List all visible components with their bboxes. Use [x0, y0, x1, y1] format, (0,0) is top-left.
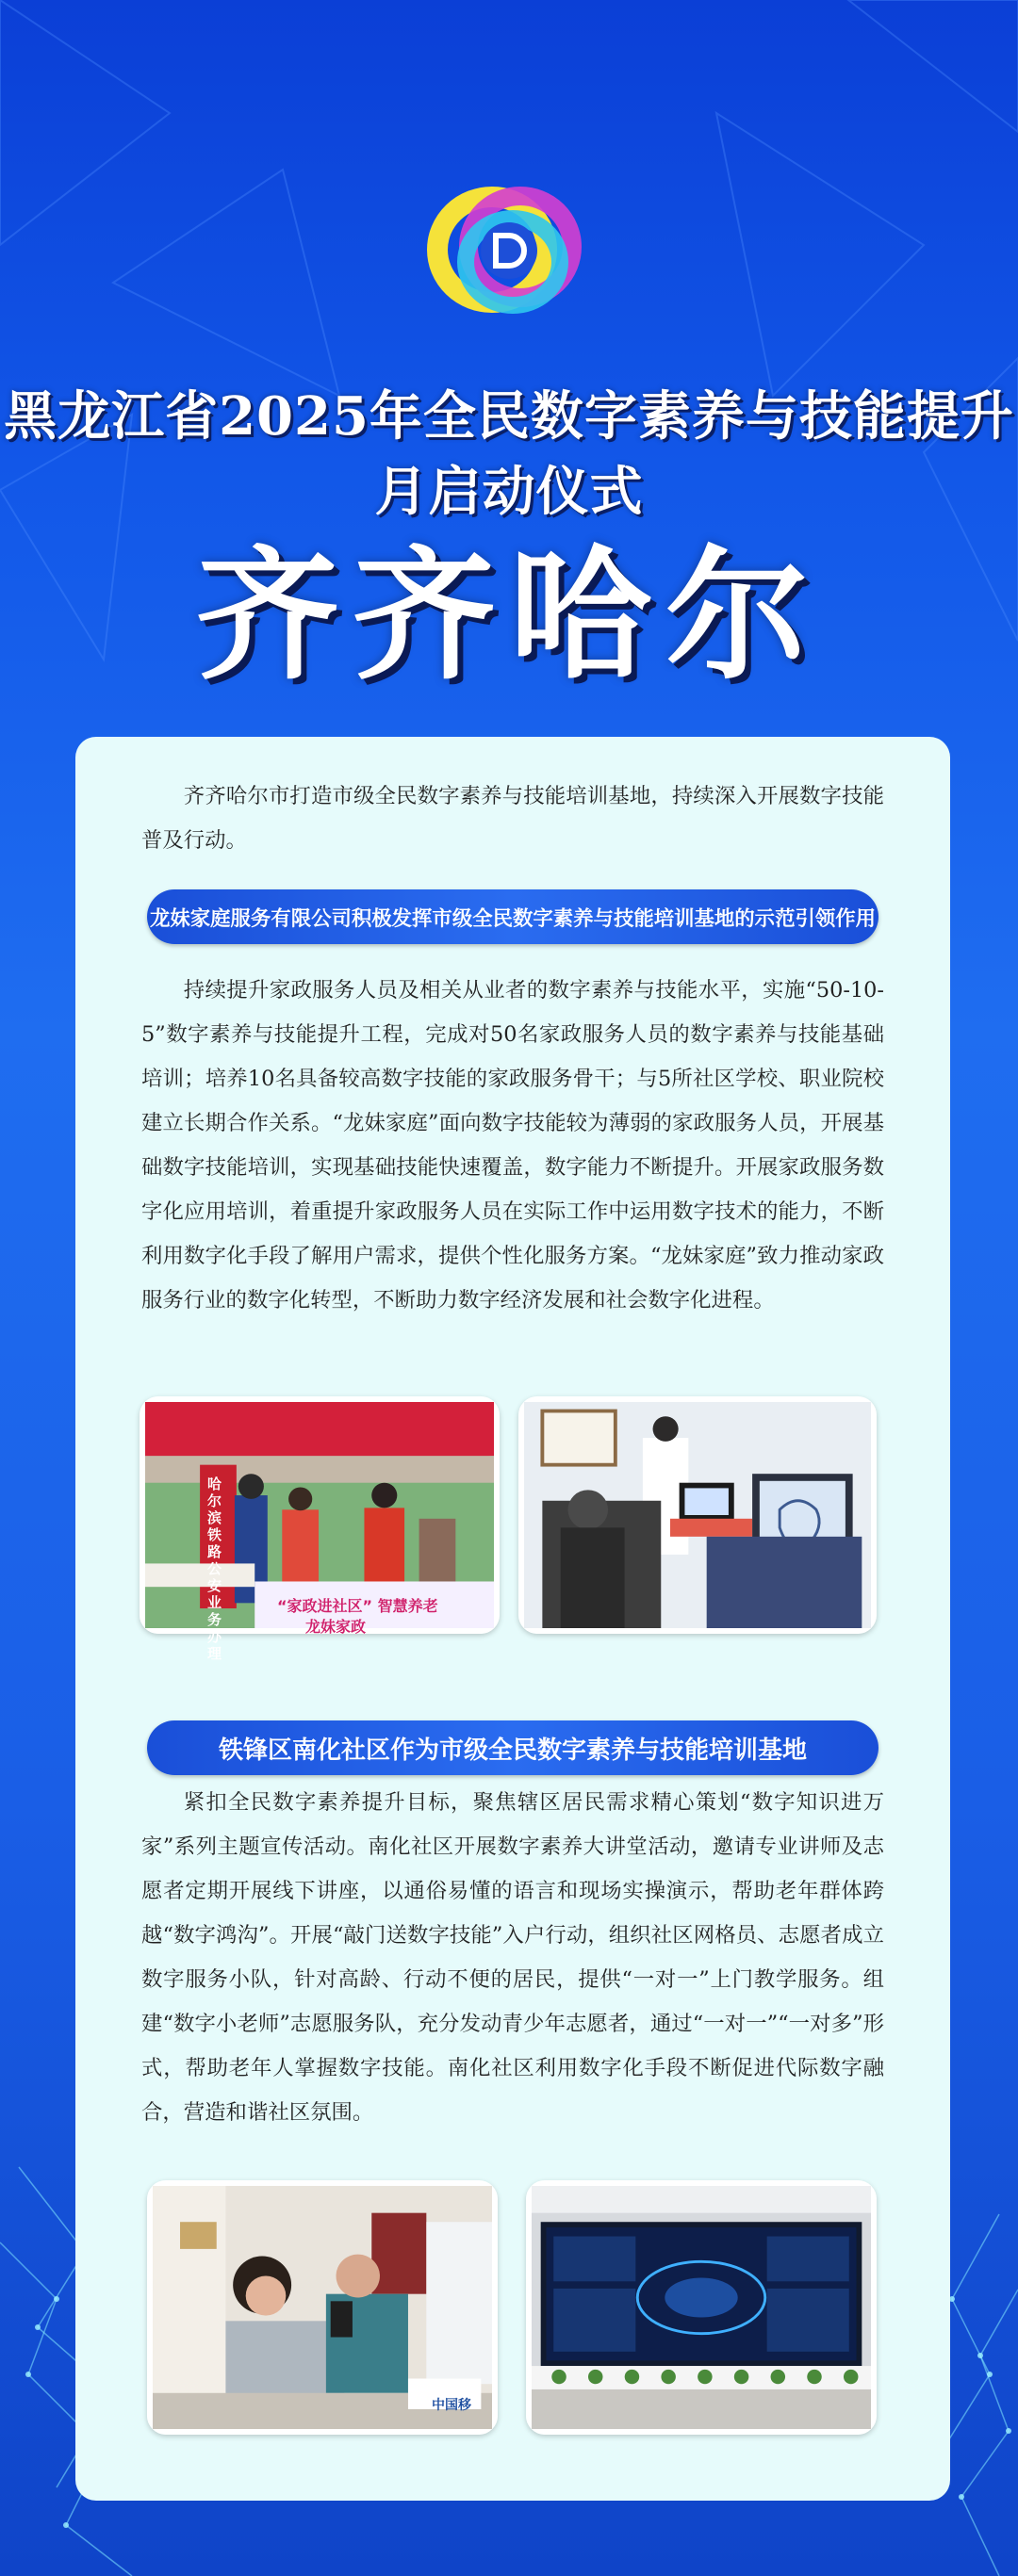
- content-panel: [75, 737, 950, 2501]
- intro-paragraph: 齐齐哈尔市打造市级全民数字素养与技能培训基地，持续深入开展数字技能普及行动。: [141, 784, 884, 853]
- photo-community-event: [140, 1396, 500, 1662]
- section2-heading: 铁锋区南化社区作为市级全民数字素养与技能培训基地: [218, 1736, 807, 1765]
- city-title: 齐齐哈尔: [196, 532, 822, 699]
- photo-volunteer-teaching: [147, 2180, 498, 2435]
- section1-paragraph: 持续提升家政服务人员及相关从业者的数字素养与技能水平，实施“50-10-5”数字素养与技能提升工程，完成对50名家政服务人员的数字素养与技能基础培训；培养10名具备较高数字技能的家政服务骨干；与5所社区学校、职业院校建立长期合作关系。“龙妹家庭”面向数字技能较为薄弱的家政服务人员，开展基础数字技能培训，实现基础技能快速覆盖，数字能力不断提升。开展家政服务数字化应用培训，着重提升家政服务人员在实际工作中运用数字技术的能力，不断利用数字化手段了解用户需求，提供个性化服务方案。“龙妹家庭”致力推动家政服务行业的数字化转型，不断助力数字经济发展和社会数字化进程。: [141, 978, 884, 1312]
- photo1-banner-text-2: 龙妹家政: [305, 1618, 367, 1636]
- section1-heading: 龙妹家庭服务有限公司积极发挥市级全民数字素养与技能培训基地的示范引领作用: [149, 906, 877, 931]
- section1-heading-pill: [147, 889, 878, 944]
- photo1-banner-text: “家政进社区” 智慧养老: [277, 1597, 438, 1615]
- photo-digital-display-room: [526, 2180, 877, 2435]
- photo-digital-health-check: [518, 1396, 877, 1634]
- section2-heading-pill: [147, 1720, 878, 1775]
- ceremony-title: 黑龙江省2025年全民数字素养与技能提升月启动仪式: [4, 385, 1014, 523]
- photo1-sign-text: 哈尔滨铁路公安 业务办理: [207, 1475, 222, 1662]
- section2-paragraph: 紧扣全民数字素养提升目标，聚焦辖区居民需求精心策划“数字知识进万家”系列主题宣传活动。南化社区开展数字素养大讲堂活动，邀请专业讲师及志愿者定期开展线下讲座，以通俗易懂的语言和现场实操演示，帮助老年群体跨越“数字鸿沟”。开展“敲门送数字技能”入户行动，组织社区网格员、志愿者成立数字服务小队，针对高龄、行动不便的居民，提供“一对一”上门教学服务。组建“数字小老师”志愿服务队，充分发动青少年志愿者，通过“一对一”“一对多”形式，帮助老年人掌握数字技能。南化社区利用数字化手段不断促进代际数字融合，营造和谐社区氛围。: [141, 1790, 884, 2125]
- photo3-sign-text: 中国移: [432, 2398, 471, 2413]
- event-logo-icon: [426, 179, 592, 320]
